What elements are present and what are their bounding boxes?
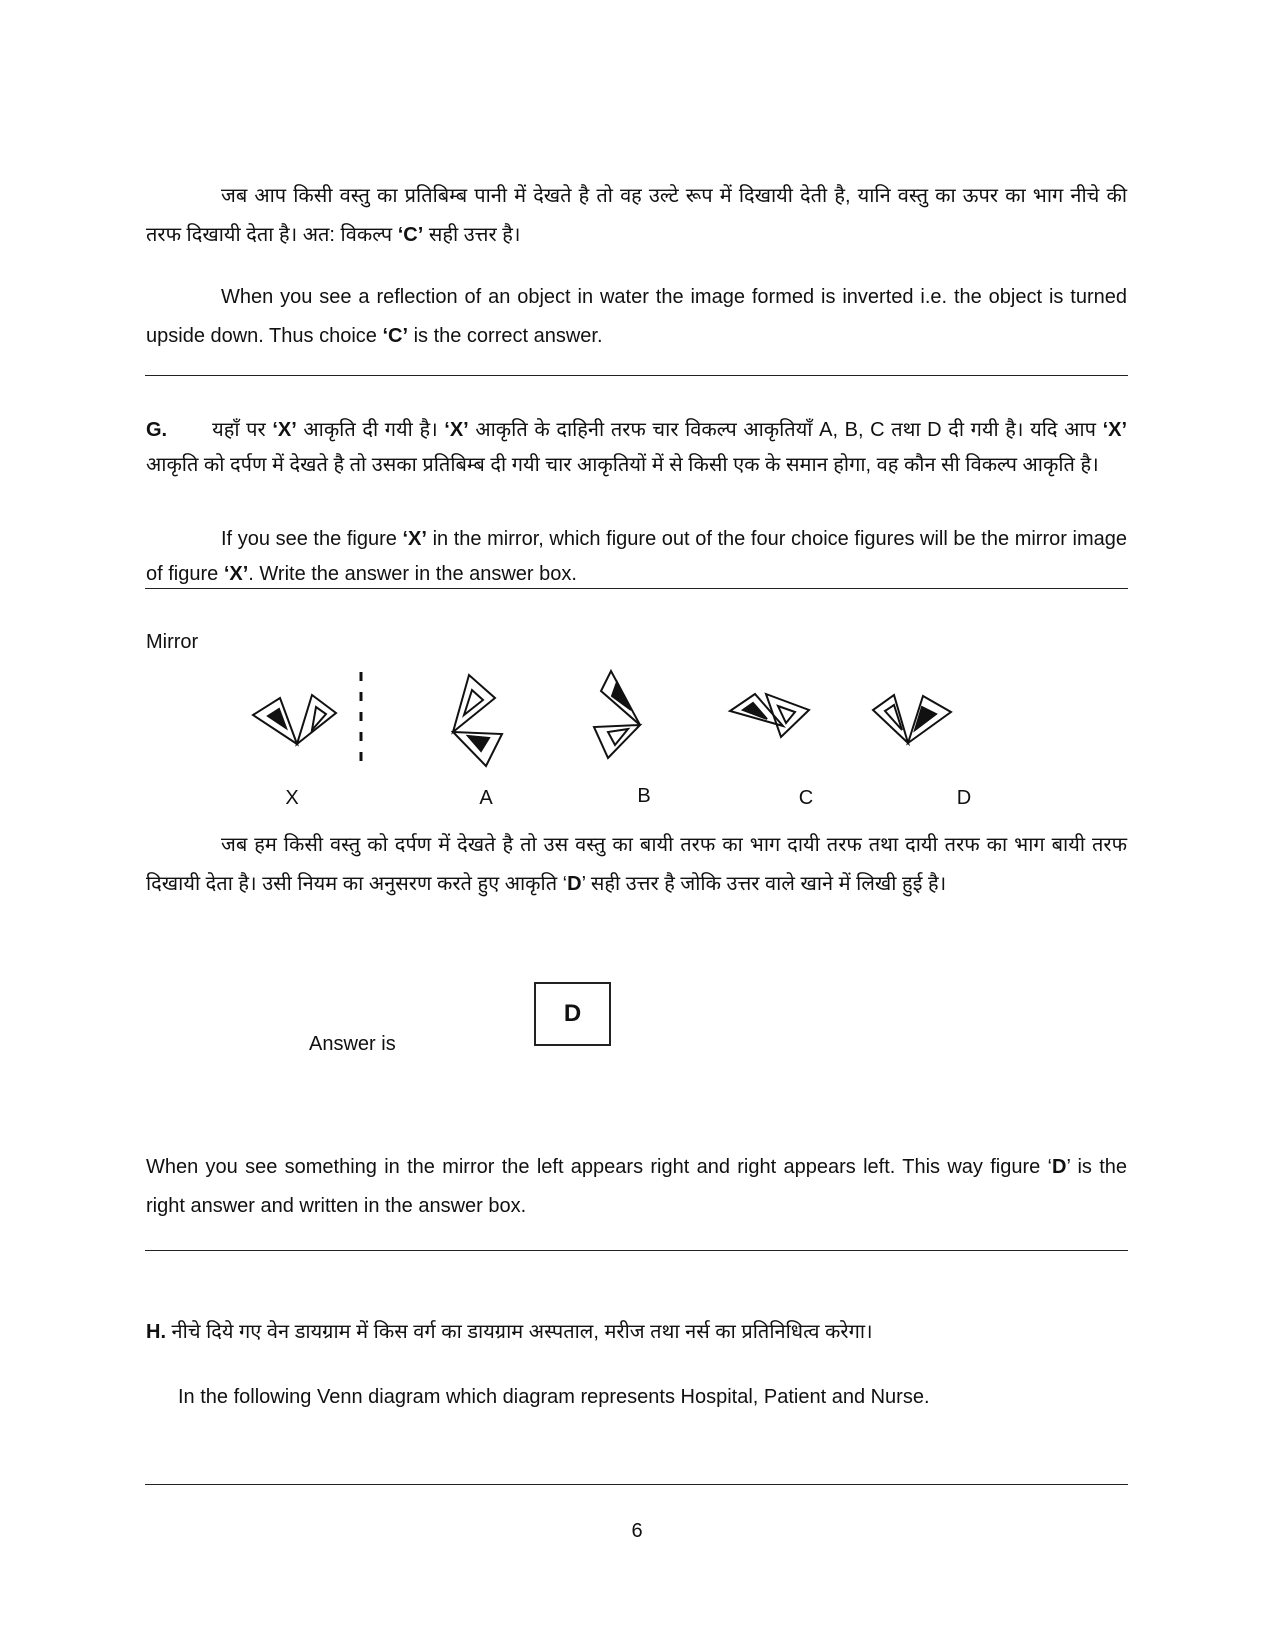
mirror-label: Mirror [146, 631, 199, 653]
mirror-figures [240, 660, 1020, 770]
english-choice: ‘C’ [382, 325, 409, 347]
triangle-inner-outline [885, 705, 902, 730]
section-g-hindi-explanation [146, 826, 1127, 904]
section-h-hindi-question [146, 1313, 1127, 1352]
answer-ref: D [1051, 1156, 1067, 1178]
divider [145, 588, 1128, 589]
figure-label-b: B [637, 785, 651, 807]
triangle-inner-outline [608, 729, 628, 745]
figure-x-ref: ‘X’ [223, 563, 249, 585]
hindi-text: जब आप किसी वस्तु का प्रतिबिम्ब पानी में देखते है तो वह उल्टे रूप में दिखायी देती है, यानि वस्तु का ऊपर का भाग नीचे की तरफ दिखायी देता है। अत: विकल्प [146, 185, 1127, 246]
section-g-english-explanation [146, 1148, 1127, 1226]
answer-ref: D [567, 873, 582, 895]
figure-x-ref: ‘X’ [272, 419, 297, 441]
hindi-text: आकृति दी गयी है। [296, 419, 445, 441]
english-text: . Write the answer in the answer box. [248, 563, 577, 585]
figure-x-ref: ‘X’ [402, 528, 427, 550]
section-h-english-question: In the following Venn diagram which diagram represents Hospital, Patient and Nurse. [178, 1386, 930, 1408]
hindi-text: यहाँ पर [212, 419, 273, 441]
divider [145, 1250, 1128, 1251]
figure-label-d: D [956, 787, 972, 809]
figure-x-ref: ‘X’ [1102, 419, 1128, 441]
triangle-outline [297, 695, 336, 744]
figure-d [873, 695, 951, 743]
triangle-outline [873, 695, 908, 743]
question-letter: G. [146, 419, 168, 441]
triangle-outline [766, 694, 809, 737]
triangle-filled [612, 682, 631, 710]
hindi-text: आकृति के दाहिनी तरफ चार विकल्प आकृतियाँ A, B, C तथा D दी गयी है। यदि आप [468, 419, 1103, 441]
page-number: 6 [631, 1520, 643, 1542]
figure-a [453, 675, 502, 766]
hindi-text: आकृति को दर्पण में देखते है तो उसका प्रतिबिम्ब दी गयी चार आकृतियों में से किसी एक के समान होगा, वह कौन सी विकल्प आकृति है। [146, 454, 1099, 476]
section-g-hindi-question [146, 413, 1127, 483]
section-f-hindi-explanation [146, 177, 1127, 255]
hindi-text: ’ सही उत्तर है जोकि उत्तर वाले खाने में लिखी हुई है। [581, 873, 947, 895]
english-text: If you see the figure [221, 528, 403, 550]
hindi-text: जब हम किसी वस्तु को दर्पण में देखते है तो उस वस्तु का बायी तरफ का भाग दायी तरफ तथा दायी तरफ का भाग बायी तरफ दिखायी देता है। उसी नियम का अनुसरण करते हुए आकृति ‘ [146, 834, 1127, 895]
figure-x-ref: ‘X’ [444, 419, 469, 441]
figure-label-a: A [479, 787, 493, 809]
hindi-text-end: सही उत्तर है। [423, 224, 521, 246]
triangle-filled [468, 736, 489, 751]
hindi-choice: ‘C’ [397, 224, 424, 246]
triangle-outline [453, 675, 495, 732]
english-text: When you see a reflection of an object in water the image formed is inverted i.e. the object is turned upside down. Thus choice [146, 286, 1127, 347]
figure-x [253, 695, 336, 744]
figure-b [594, 671, 640, 758]
english-text-end: is the correct answer. [408, 325, 603, 347]
section-g-english-question [146, 522, 1127, 592]
hindi-text: नीचे दिये गए वेन डायग्राम में किस वर्ग का डायग्राम अस्पताल, मरीज तथा नर्स का प्रतिनिधित्व करेगा। [166, 1321, 873, 1343]
english-text: When you see something in the mirror the left appears right and right appears left. This way figure ‘ [146, 1156, 1052, 1178]
answer-label: Answer is [309, 1033, 396, 1055]
triangle-filled [268, 709, 286, 728]
divider [145, 1484, 1128, 1485]
figure-label-x: X [285, 787, 299, 809]
figure-c [730, 694, 809, 737]
triangle-inner-outline [778, 706, 795, 723]
answer-value: D [563, 1000, 582, 1027]
figure-label-c: C [798, 787, 814, 809]
english-text: ’ is the right answer and written in the answer box. [146, 1156, 1127, 1217]
answer-box [534, 982, 611, 1046]
section-f-english-explanation [146, 278, 1127, 356]
divider [145, 375, 1128, 376]
question-letter: H. [146, 1321, 166, 1343]
english-text: in the mirror, which figure out of the four choice figures will be the mirror image of figure [146, 528, 1127, 585]
